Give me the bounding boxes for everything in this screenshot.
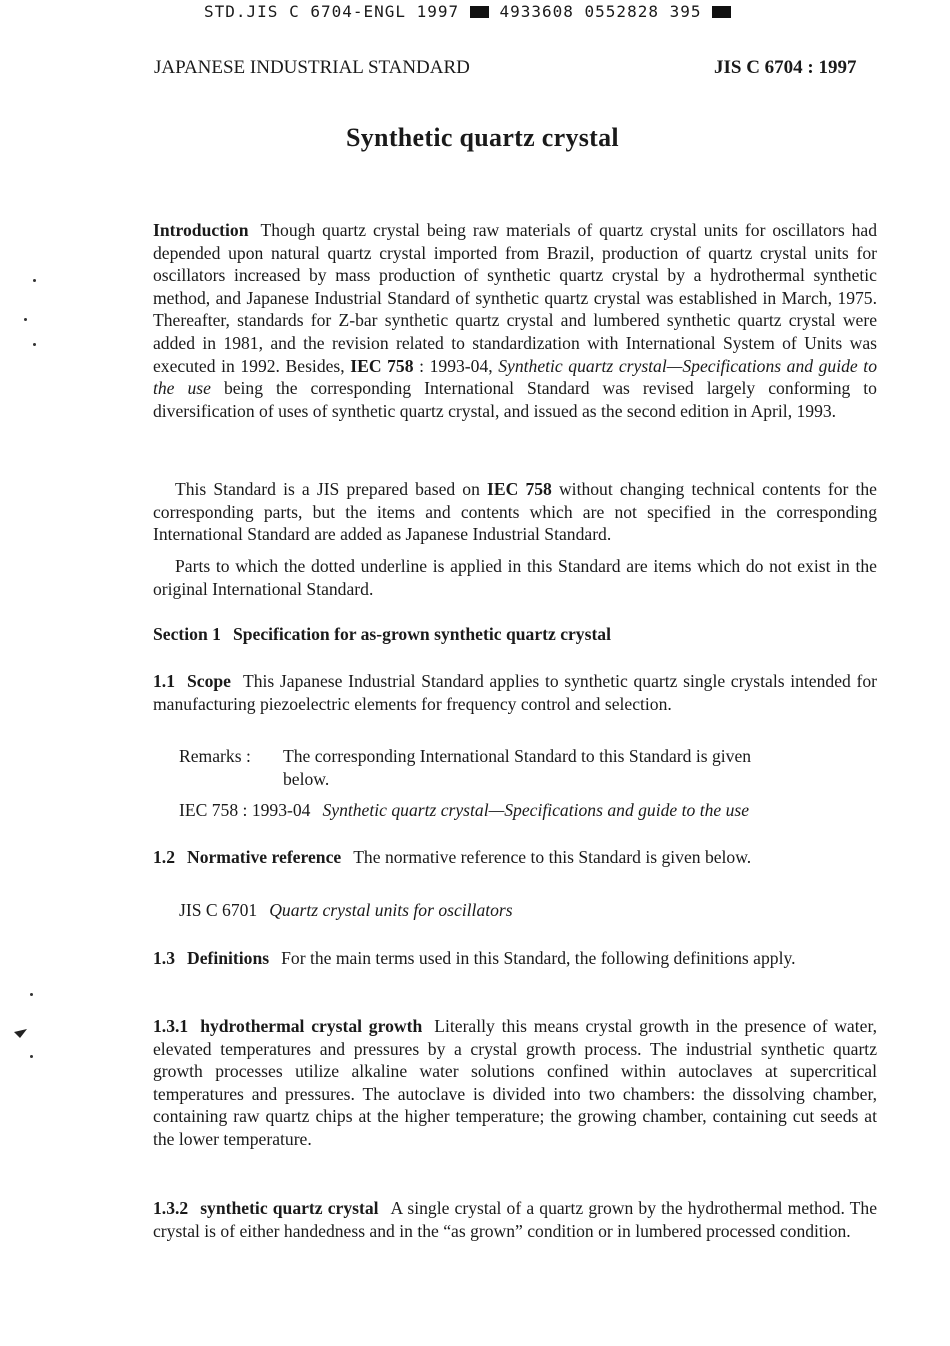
scan-speck <box>24 318 27 321</box>
barcode-number: 4933608 0552828 395 <box>499 2 702 21</box>
clause-number: 1.3 <box>153 948 175 968</box>
scan-block-mark <box>712 6 731 18</box>
clause-title: Definitions <box>187 948 270 968</box>
intro-text-c: being the corresponding International Standard was revised largely conforming to diversification of uses of synthetic quartz crystal, and issued as the second edition in April, 1993. <box>153 378 877 421</box>
intro-p2-iec-ref: IEC 758 <box>487 479 552 499</box>
clause-1-3 <box>153 947 877 970</box>
section-number: Section 1 <box>153 624 221 644</box>
clause-text: Literally this means crystal growth in the presence of water, elevated temperatures and pressures by a crystal growth process. The industrial synthetic quartz growth processes utilize alkaline water solutions confined within autoclaves at supercritical temperatures and pressures. The autoclave is divided into two chambers: the dissolving chamber, containing raw quartz chips at the higher temperature; the growing chamber, containing cut seeds at the lower temperature. <box>153 1016 877 1149</box>
reference-code: JIS C 6701 <box>179 900 258 920</box>
clause-text: The normative reference to this Standard is given below. <box>353 847 752 867</box>
scan-block-mark <box>470 6 489 18</box>
intro-iec-ref: IEC 758 <box>350 355 414 376</box>
header-standard-number: JIS C 6704 : 1997 <box>714 57 857 78</box>
reference-code: IEC 758 : 1993-04 <box>179 800 311 820</box>
clause-number: 1.2 <box>153 847 175 867</box>
clause-1-3-2 <box>153 1197 877 1242</box>
clause-title: hydrothermal crystal growth <box>200 1016 423 1036</box>
intro-iec-date: : 1993-04, <box>419 355 493 376</box>
clause-1-1 <box>153 670 877 715</box>
clause-text: For the main terms used in this Standard, the following definitions apply. <box>281 948 796 968</box>
remarks-text-line-2: below. <box>283 769 330 789</box>
document-code-line <box>204 2 731 21</box>
jis-reference <box>179 900 513 921</box>
clause-title: synthetic quartz crystal <box>200 1198 379 1218</box>
reference-title: Quartz crystal units for oscillators <box>269 900 513 920</box>
remarks-label: Remarks : <box>179 746 251 766</box>
intro-iec-title: Synthetic quartz crystal—Specifications and guide to the use <box>153 355 877 399</box>
section-1-heading <box>153 624 611 645</box>
intro-p2-text-b: without changing technical contents for the corresponding parts, but the items and contents which are not specified in the corresponding International Standard are added as Japanese Industrial Standard. <box>153 479 877 545</box>
clause-1-2 <box>153 846 877 869</box>
remarks-text-line-1: The corresponding International Standard to this Standard is given <box>283 746 752 766</box>
section-title: Specification for as-grown synthetic quartz crystal <box>232 624 611 644</box>
page-title: Synthetic quartz crystal <box>346 123 619 152</box>
document-code: STD.JIS C 6704-ENGL 1997 <box>204 2 460 21</box>
clause-text: A single crystal of a quartz grown by the hydrothermal method. The crystal is of either handedness and in the “as grown” condition or in lumbered processed condition. <box>153 1198 877 1241</box>
intro-paragraph-3: Parts to which the dotted underline is applied in this Standard are items which do not exist in the original International Standard. <box>153 556 877 599</box>
scan-speck <box>30 1055 33 1058</box>
clause-number: 1.3.1 <box>153 1016 189 1036</box>
scan-speck <box>33 343 36 346</box>
scan-speck <box>33 279 36 282</box>
clause-number: 1.3.2 <box>153 1198 189 1218</box>
clause-title: Normative reference <box>187 847 342 867</box>
clause-text: This Japanese Industrial Standard applies to synthetic quartz single crystals intended for manufacturing piezoelectric elements for frequency control and selection. <box>153 671 877 714</box>
intro-label: Introduction <box>153 220 249 240</box>
intro-paragraph-2 <box>153 478 877 546</box>
clause-title: Scope <box>187 671 231 691</box>
scan-mark <box>14 1029 28 1039</box>
intro-p2-text-a: This Standard is a JIS prepared based on <box>175 479 480 499</box>
iec-reference <box>179 800 749 821</box>
clause-number: 1.1 <box>153 671 175 691</box>
intro-paragraph-1 <box>153 219 877 422</box>
intro-text-a: Though quartz crystal being raw materials of quartz crystal units for oscillators had depended upon natural quartz crystal imported from Brazil, production of quartz crystal units for oscillators increased by mass production of synthetic quartz crystal by a hydrothermal synthetic method, and Japanese Industrial Standard of synthetic quartz crystal was established in March, 1975. Thereafter, standards for Z-bar synthetic quartz crystal and lumbered synthetic quartz crystal were added in 1981, and the revision related to standardization with International System of Units was executed in 1992. Besides, <box>153 220 877 376</box>
scan-speck <box>30 993 33 996</box>
clause-1-3-1 <box>153 1015 877 1151</box>
header-standard-name: JAPANESE INDUSTRIAL STANDARD <box>154 57 470 78</box>
reference-title: Synthetic quartz crystal—Specifications and guide to the use <box>322 800 750 820</box>
